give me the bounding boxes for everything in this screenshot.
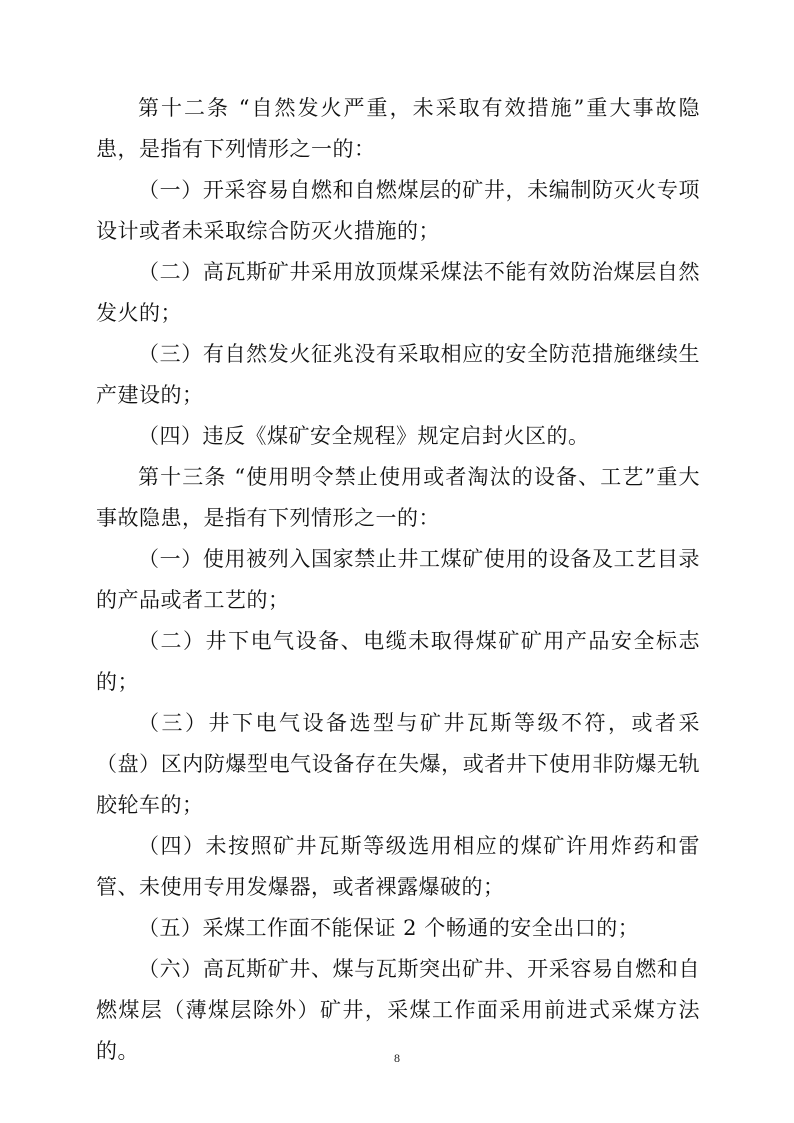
article-13-item-2: （二）井下电气设备、电缆未取得煤矿矿用产品安全标志的； [96, 629, 700, 694]
article-13-item-5: （五）采煤工作面不能保证 2 个畅通的安全出口的； [138, 916, 640, 940]
article-13-item-4: （四）未按照矿井瓦斯等级选用相应的煤矿许用炸药和雷管、未使用专用发爆器，或者裸露爆破的； [96, 834, 700, 899]
article-12-item-4: （四）违反《煤矿安全规程》规定启封火区的。 [138, 424, 590, 448]
article-12-item-3: （三）有自然发火征兆没有采取相应的安全防范措施继续生产建设的； [96, 342, 700, 407]
article-12-item-1: （一）开采容易自燃和自燃煤层的矿井，未编制防灭火专项设计或者未采取综合防灭火措施的； [96, 178, 700, 243]
article-13-item-6: （六）高瓦斯矿井、煤与瓦斯突出矿井、开采容易自燃和自燃煤层（薄煤层除外）矿井，采煤工作面采用前进式采煤方法的。 [96, 957, 700, 1063]
document-body [96, 88, 700, 1072]
article-13-item-3: （三）井下电气设备选型与矿井瓦斯等级不符，或者采（盘）区内防爆型电气设备存在失爆，或者井下使用非防爆无轨胶轮车的； [96, 711, 700, 817]
article-13-item-1: （一）使用被列入国家禁止井工煤矿使用的设备及工艺目录的产品或者工艺的； [96, 547, 700, 612]
page-number: 8 [394, 1051, 400, 1065]
article-12-item-2: （二）高瓦斯矿井采用放顶煤采煤法不能有效防治煤层自然发火的； [96, 260, 700, 325]
article-13-heading: 第十三条 “使用明令禁止使用或者淘汰的设备、工艺”重大事故隐患，是指有下列情形之一的： [96, 465, 700, 530]
article-12-heading: 第十二条 “自然发火严重，未采取有效措施”重大事故隐患，是指有下列情形之一的： [96, 96, 700, 161]
